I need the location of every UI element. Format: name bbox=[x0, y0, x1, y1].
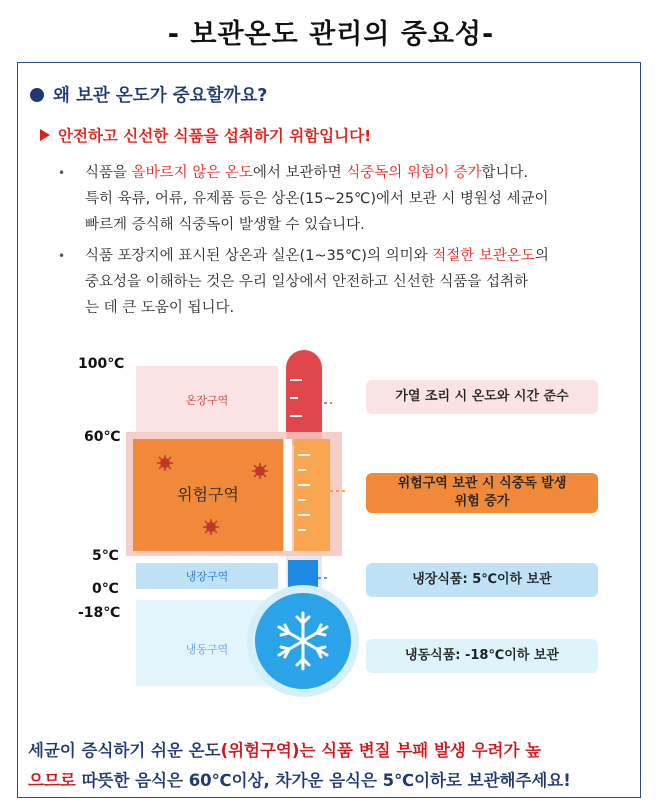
callout-cold: 냉장식품: 5℃이하 보관 bbox=[366, 563, 598, 597]
callout-hot: 가열 조리 시 온도와 시간 준수 bbox=[366, 380, 598, 414]
callout-frozen: 냉동식품: -18℃이하 보관 bbox=[366, 639, 598, 673]
callout-danger bbox=[366, 473, 598, 513]
temp-label-0: 0℃ bbox=[92, 581, 119, 597]
germ-icon bbox=[252, 463, 268, 479]
germ-icon bbox=[203, 519, 219, 535]
bullet2-line2: 중요성을 이해하는 것은 우리 일상에서 안전하고 신선한 식품을 섭취하 bbox=[85, 274, 529, 290]
callout-danger-line1: 위험구역 보관 시 식중독 발생 bbox=[397, 476, 567, 491]
bullet1-line2: 특히 육류, 어류, 유제품 등은 상온(15~25℃)에서 보관 시 병원성 세균이 bbox=[85, 191, 549, 207]
bullet2-line3: 는 데 큰 도움이 됩니다. bbox=[85, 300, 235, 316]
temp-label-minus18: -18℃ bbox=[78, 605, 121, 621]
callout-danger-line2: 위험 증가 bbox=[454, 494, 510, 509]
temp-label-100: 100℃ bbox=[78, 356, 125, 372]
bullet1-line1: • 식품을 올바르지 않은 온도에서 보관하면 식중독의 위험이 증가합니다. bbox=[85, 165, 529, 181]
page-title: - 보관온도 관리의 중요성- bbox=[167, 19, 495, 50]
danger-zone-label: 위험구역 bbox=[177, 485, 239, 504]
temp-label-5: 5℃ bbox=[92, 548, 119, 564]
frozen-zone-label: 냉동구역 bbox=[185, 643, 229, 656]
cold-zone-label: 냉장구역 bbox=[185, 570, 229, 583]
temp-label-60: 60℃ bbox=[84, 429, 121, 445]
question-text: 왜 보관 온도가 중요할까요? bbox=[53, 86, 268, 106]
answer-text: 안전하고 신선한 식품을 섭취하기 위함입니다! bbox=[58, 127, 372, 145]
germ-icon bbox=[157, 455, 173, 471]
footer-message: 세균이 증식하기 쉬운 온도(위험구역)는 식품 변질 부패 발생 우려가 높 으므로 따뜻한 음식은 60℃이상, 차가운 음식은 5℃이하로 보관해주세요! bbox=[28, 741, 571, 790]
bullet2-line1: • 식품 포장지에 표시된 상온과 실온(1~35℃)의 의미와 적절한 보관온도의 bbox=[85, 248, 549, 264]
bullet1-line3: 빠르게 증식해 식중독이 발생할 수 있습니다. bbox=[85, 217, 365, 233]
hot-zone-label: 온장구역 bbox=[185, 394, 229, 407]
